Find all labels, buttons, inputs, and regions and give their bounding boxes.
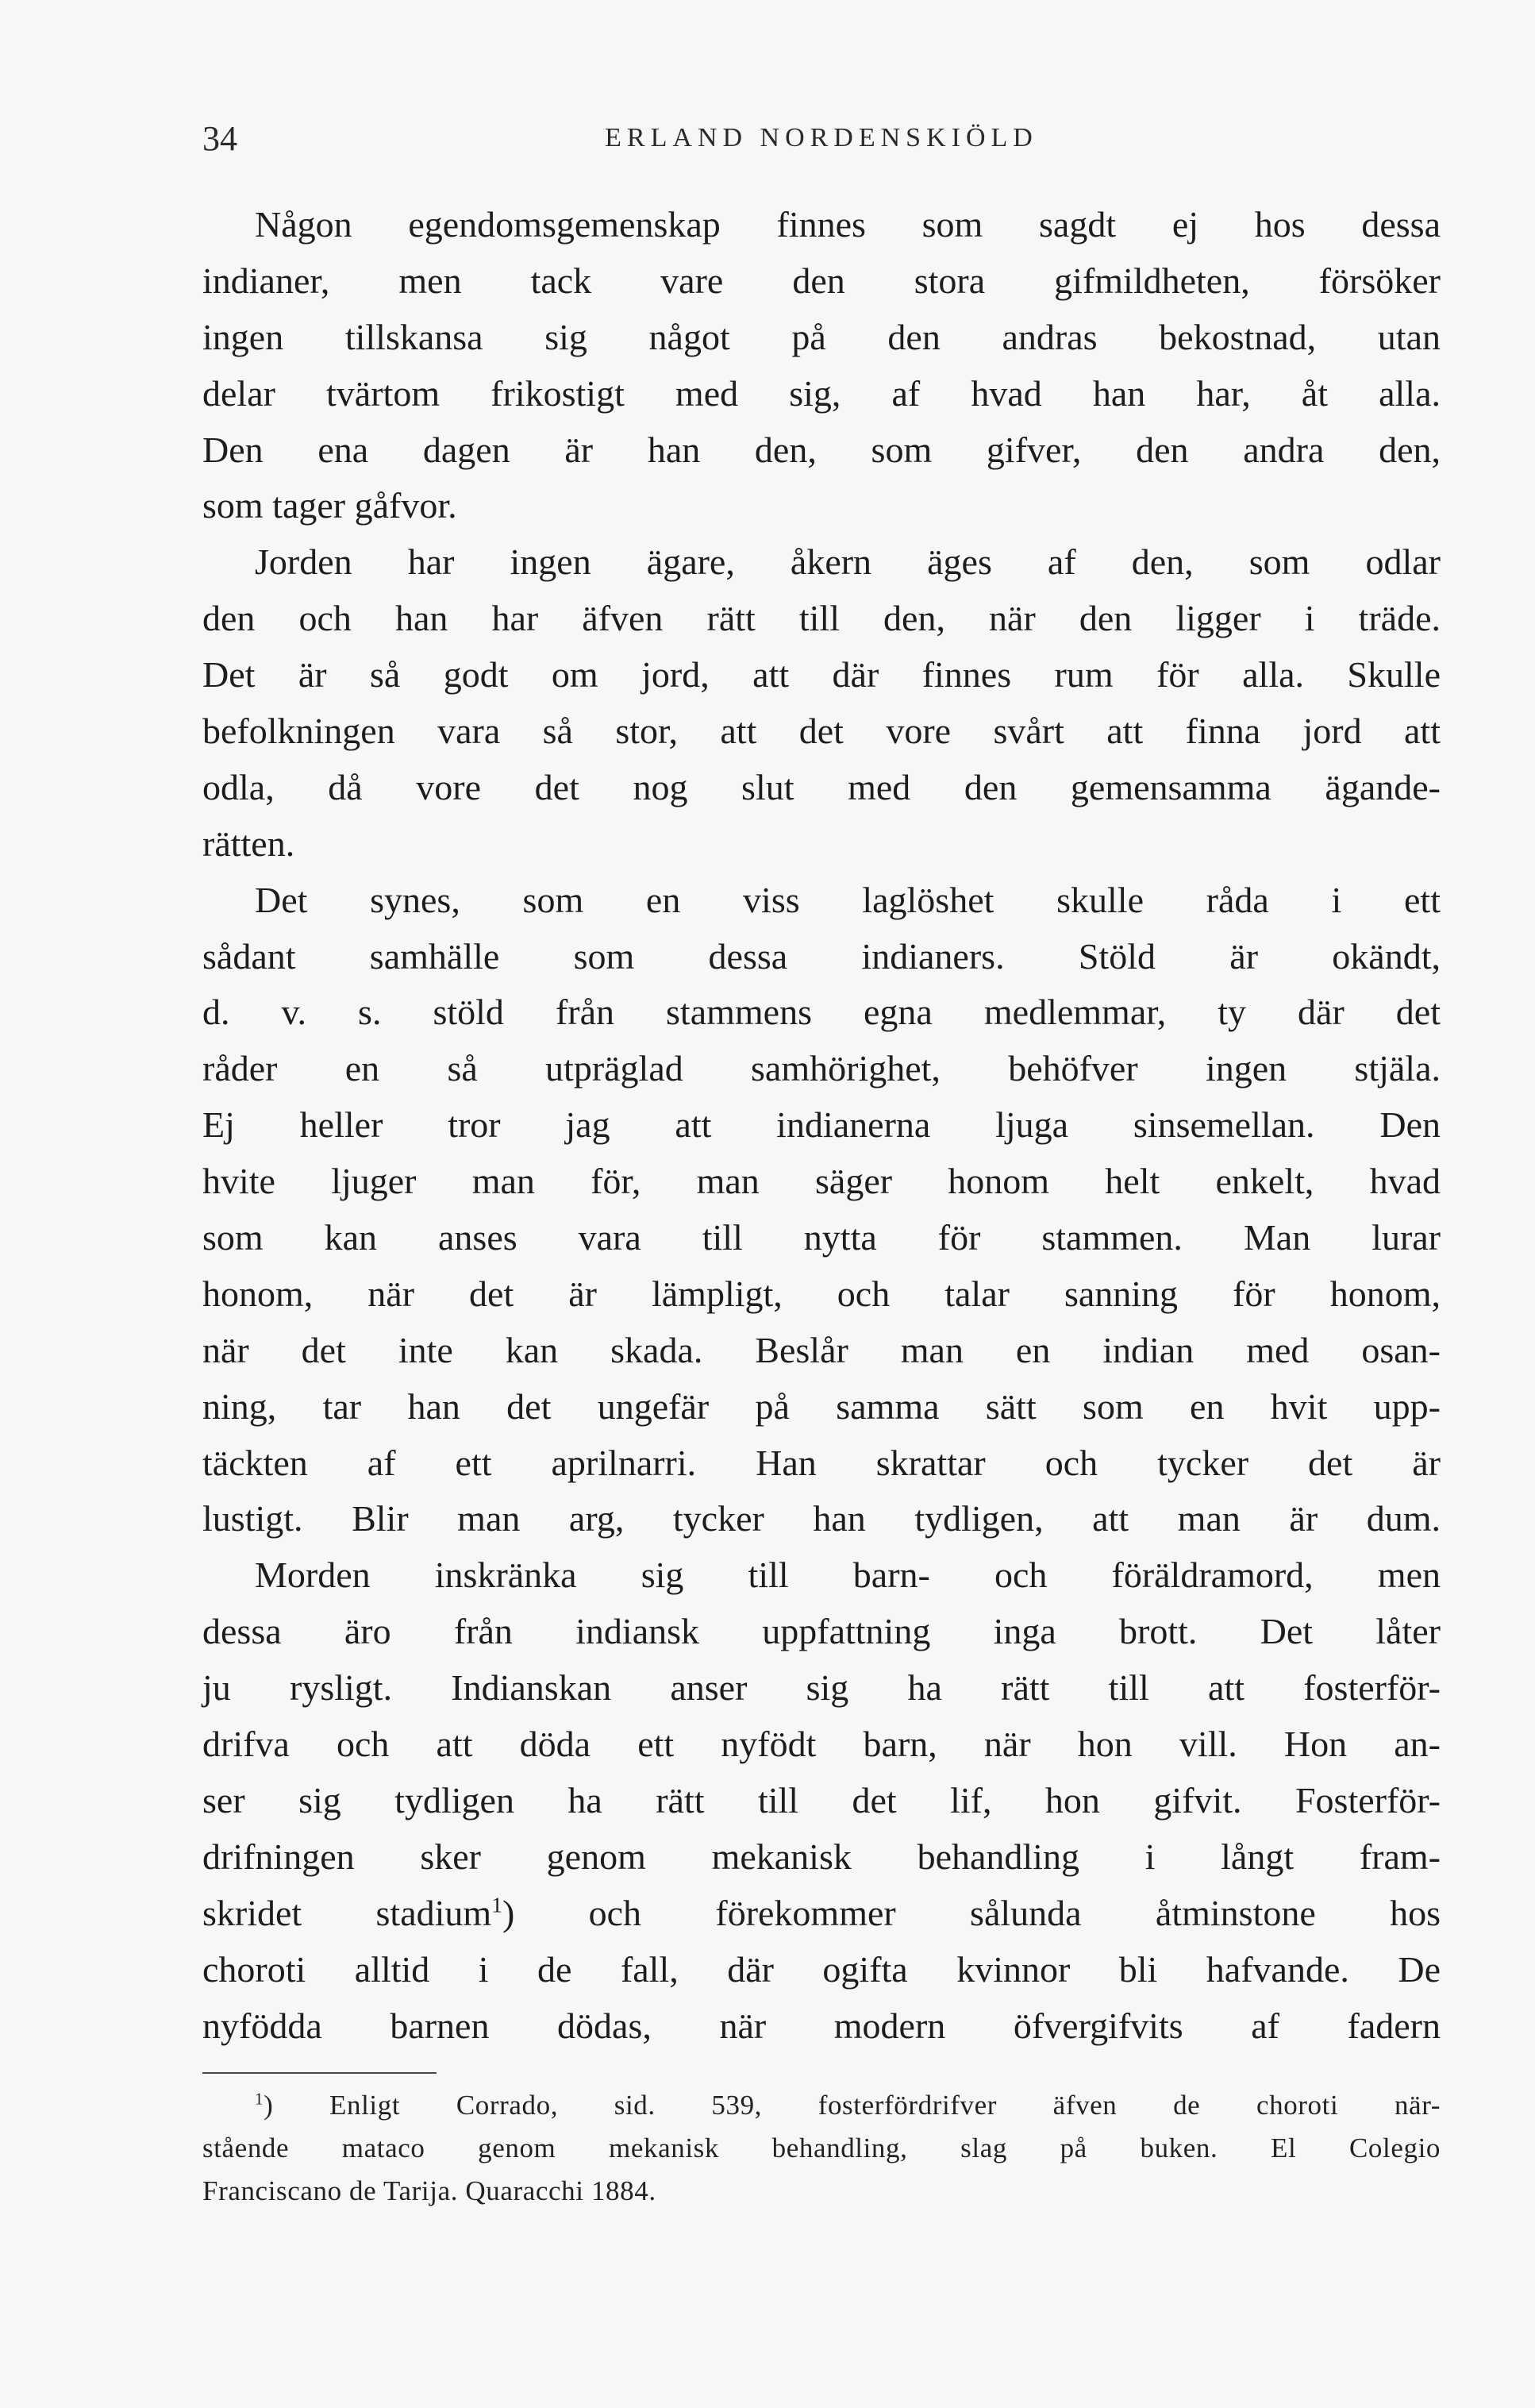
text-line: ingen tillskansa sig något på den andras bekostnad, utan [202, 316, 1441, 357]
footnote-text: ) Enligt Corrado, sid. 539, fosterfördrifver äfven de choroti när- [264, 2090, 1441, 2121]
footnote [202, 2084, 1441, 2213]
text-line: odla, då vore det nog slut med den gemensamma ägande- [202, 766, 1441, 807]
page-header [202, 119, 1441, 159]
text-line: honom, när det är lämpligt, och talar sanning för honom, [202, 1273, 1441, 1314]
text-line: drifva och att döda ett nyfödt barn, när hon vill. Hon an- [202, 1724, 1441, 1765]
page-number: 34 [202, 119, 237, 158]
text-line: nyfödda barnen dödas, när modern öfvergifvits af fadern [202, 2005, 1441, 2046]
text-line: lustigt. Blir man arg, tycker han tydligen, att man är dum. [202, 1498, 1441, 1539]
text-line: d. v. s. stöld från stammens egna medlemmar, ty där det [202, 992, 1441, 1033]
body-text [202, 197, 1441, 2054]
text-line: hvite ljuger man för, man säger honom helt enkelt, hvad [202, 1161, 1441, 1202]
text-line: ning, tar han det ungefär på samma sätt som en hvit upp- [202, 1385, 1441, 1427]
footnote-line: Franciscano de Tarija. Quaracchi 1884. [202, 2175, 656, 2206]
text-line: dessa äro från indiansk uppfattning inga brott. Det låter [202, 1611, 1441, 1652]
text-line: råder en så utpräglad samhörighet, behöfver ingen stjäla. [202, 1048, 1441, 1089]
text-line: Det synes, som en viss laglöshet skulle råda i ett [255, 879, 1441, 920]
text-line: den och han har äfven rätt till den, när den ligger i träde. [202, 598, 1441, 639]
text-line: ju rysligt. Indianskan anser sig ha rätt till att fosterför- [202, 1667, 1441, 1709]
text-line: rätten. [202, 823, 295, 864]
text-line: drifningen sker genom mekanisk behandling i långt fram- [202, 1836, 1441, 1877]
text-line: Morden inskränka sig till barn- och föräldramord, men [255, 1555, 1441, 1596]
text-line: när det inte kan skada. Beslår man en indian med osan- [202, 1329, 1441, 1370]
text-line: befolkningen vara så stor, att det vore svårt att finna jord att [202, 711, 1441, 752]
text-line: som tager gåfvor. [202, 485, 457, 526]
footnote-marker: 1 [255, 2089, 264, 2109]
text-line: indianer, men tack vare den stora gifmildheten, försöker [202, 260, 1441, 301]
text-line: Ej heller tror jag att indianerna ljuga sinsemellan. Den [202, 1104, 1441, 1146]
footnote-line: stående mataco genom mekanisk behandling, slag på buken. El Colegio [202, 2133, 1441, 2163]
text-line: som kan anses vara till nytta för stammen. Man lurar [202, 1217, 1441, 1258]
text-line: sådant samhälle som dessa indianers. Stöld är okändt, [202, 935, 1441, 977]
footnote-divider [202, 2072, 437, 2074]
text-line: delar tvärtom frikostigt med sig, af hvad han har, åt alla. [202, 372, 1441, 414]
footnote-line [202, 2084, 1441, 2127]
text-line: Den ena dagen är han den, som gifver, den andra den, [202, 429, 1441, 470]
text-segment: skridet stadium [202, 1892, 492, 1933]
text-line [202, 1886, 1441, 1942]
text-line: Det är så godt om jord, att där finnes rum för alla. Skulle [202, 654, 1441, 695]
text-line: ser sig tydligen ha rätt till det lif, hon gifvit. Fosterför- [202, 1779, 1441, 1820]
text-line: Jorden har ingen ägare, åkern äges af den, som odlar [255, 541, 1441, 583]
running-head: ERLAND NORDENSKIÖLD [605, 123, 1038, 152]
text-line: täckten af ett aprilnarri. Han skrattar och tycker det är [202, 1442, 1441, 1483]
text-segment: ) och förekommer sålunda åtminstone hos [502, 1892, 1441, 1933]
text-line: Någon egendomsgemenskap finnes som sagdt ej hos dessa [255, 204, 1441, 245]
text-line: choroti alltid i de fall, där ogifta kvinnor bli hafvande. De [202, 1948, 1441, 1990]
footnote-reference[interactable]: 1 [491, 1892, 502, 1917]
